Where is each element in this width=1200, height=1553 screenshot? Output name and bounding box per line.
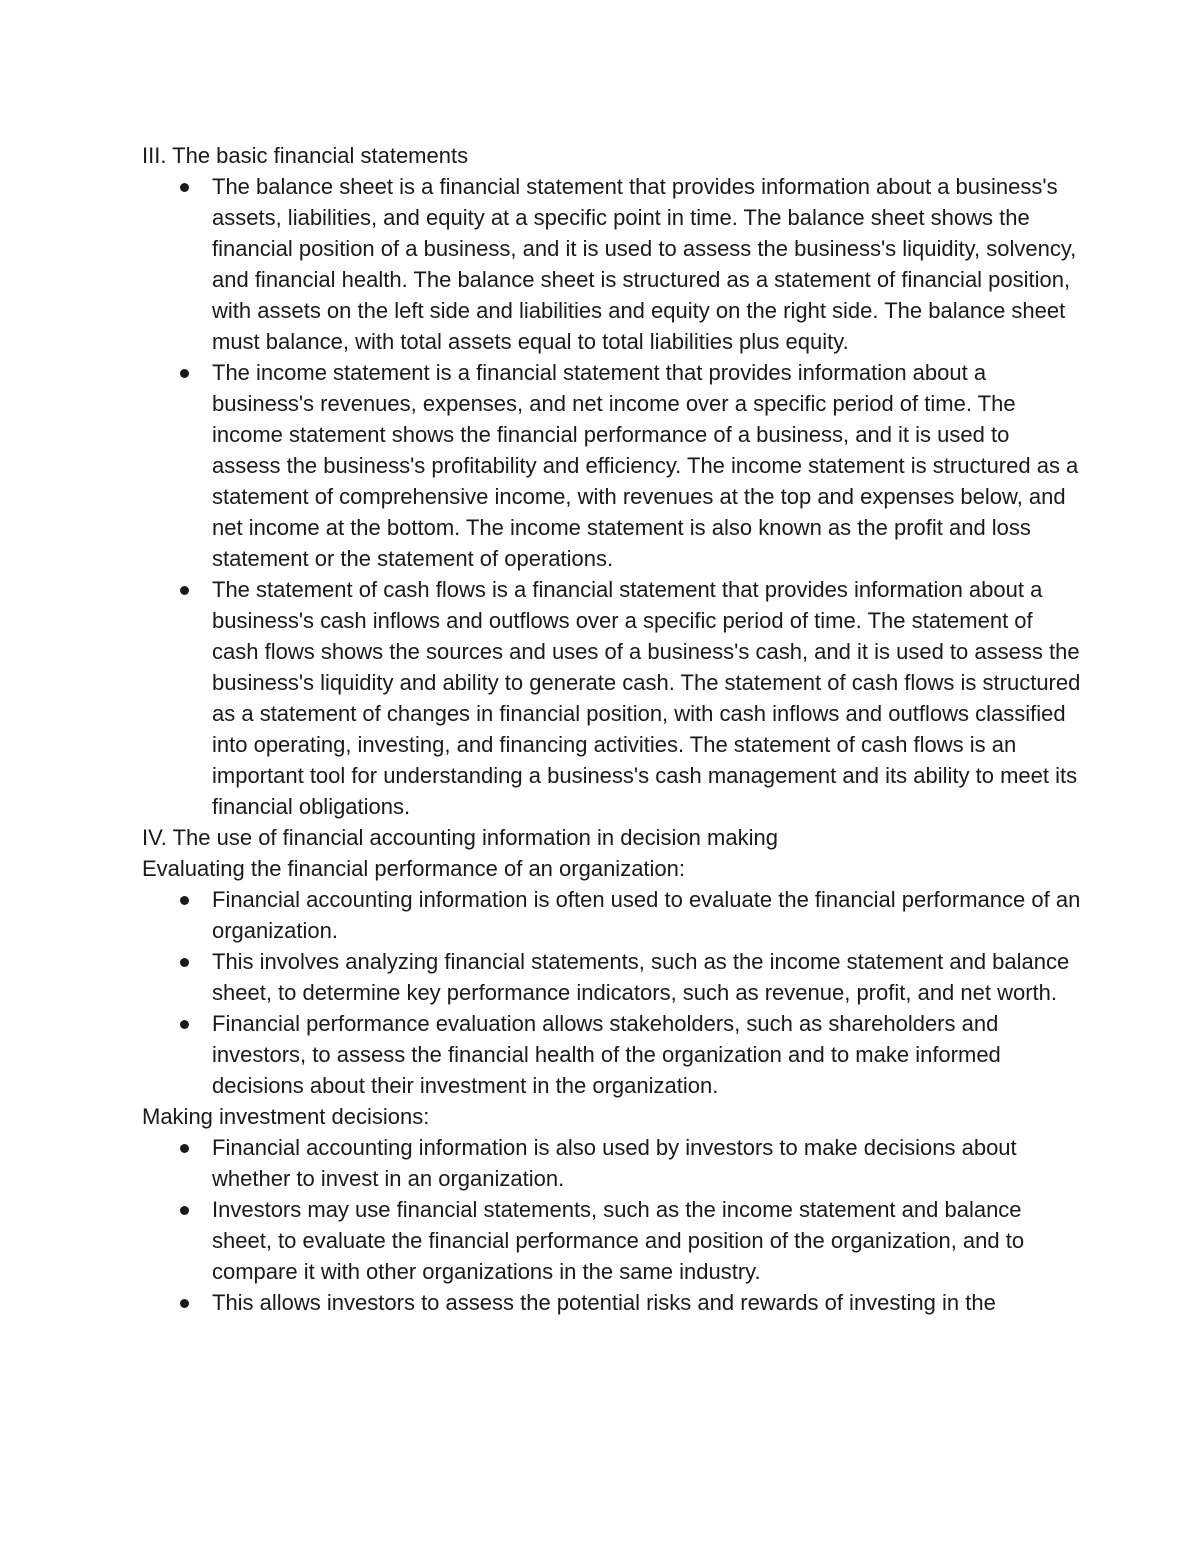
list-item-text: Investors may use financial statements, such as the income statement and balance sheet, to evaluate the financial performance and position of the organization, and to compare it with other organizations in the same industry. bbox=[212, 1197, 1025, 1284]
bullet-icon bbox=[180, 369, 189, 378]
evaluating-bullet-list bbox=[142, 884, 1082, 1101]
list-item bbox=[212, 1287, 1082, 1318]
investment-subheading: Making investment decisions: bbox=[142, 1104, 430, 1129]
list-item-text: The balance sheet is a financial statement that provides information about a business's assets, liabilities, and equity at a specific point in time. The balance sheet shows the financial position of a business, and it is used to assess the business's liquidity, solvency, and financial health. The balance sheet is structured as a statement of financial position, with assets on the left side and liabilities and equity on the right side. The balance sheet must balance, with total assets equal to total liabilities plus equity. bbox=[212, 174, 1077, 354]
bullet-icon bbox=[180, 958, 189, 967]
list-item-text: The income statement is a financial statement that provides information about a business's revenues, expenses, and net income over a specific period of time. The income statement shows the financial performance of a business, and it is used to assess the business's profitability and efficiency. The income statement is structured as a statement of comprehensive income, with revenues at the top and expenses below, and net income at the bottom. The income statement is also known as the profit and loss statement or the statement of operations. bbox=[212, 360, 1079, 571]
bullet-icon bbox=[180, 1144, 189, 1153]
evaluating-subheading: Evaluating the financial performance of an organization: bbox=[142, 856, 686, 881]
list-item bbox=[212, 884, 1082, 946]
bullet-icon bbox=[180, 1299, 189, 1308]
section-4-heading: IV. The use of financial accounting information in decision making bbox=[142, 825, 778, 850]
bullet-icon bbox=[180, 1206, 189, 1215]
list-item-text: This involves analyzing financial statements, such as the income statement and balance sheet, to determine key performance indicators, such as revenue, profit, and net worth. bbox=[212, 949, 1070, 1005]
list-item-cash-flows bbox=[212, 574, 1082, 822]
list-item-text: The statement of cash flows is a financial statement that provides information about a business's cash inflows and outflows over a specific period of time. The statement of cash flows shows the sources and uses of a business's cash, and it is used to assess the business's liquidity and ability to generate cash. The statement of cash flows is structured as a statement of changes in financial position, with cash inflows and outflows classified into operating, investing, and financing activities. The statement of cash flows is an important tool for understanding a business's cash management and its ability to meet its financial obligations. bbox=[212, 577, 1081, 819]
list-item-text: Financial performance evaluation allows stakeholders, such as shareholders and investors, to assess the financial health of the organization and to make informed decisions about their investment in the organization. bbox=[212, 1011, 1001, 1098]
list-item bbox=[212, 946, 1082, 1008]
investment-bullet-list bbox=[142, 1132, 1082, 1318]
list-item bbox=[212, 1194, 1082, 1287]
list-item-balance-sheet bbox=[212, 171, 1082, 357]
section-3-heading: III. The basic financial statements bbox=[142, 143, 469, 168]
section-3-bullet-list bbox=[142, 171, 1082, 822]
bullet-icon bbox=[180, 183, 189, 192]
bullet-icon bbox=[180, 1020, 189, 1029]
document-page bbox=[142, 140, 1082, 1318]
list-item bbox=[212, 1132, 1082, 1194]
list-item-text: Financial accounting information is often used to evaluate the financial performance of an organization. bbox=[212, 887, 1081, 943]
list-item-text: This allows investors to assess the potential risks and rewards of investing in the bbox=[212, 1290, 996, 1315]
list-item bbox=[212, 1008, 1082, 1101]
list-item-income-statement bbox=[212, 357, 1082, 574]
bullet-icon bbox=[180, 896, 189, 905]
bullet-icon bbox=[180, 586, 189, 595]
list-item-text: Financial accounting information is also used by investors to make decisions about whether to invest in an organization. bbox=[212, 1135, 1017, 1191]
